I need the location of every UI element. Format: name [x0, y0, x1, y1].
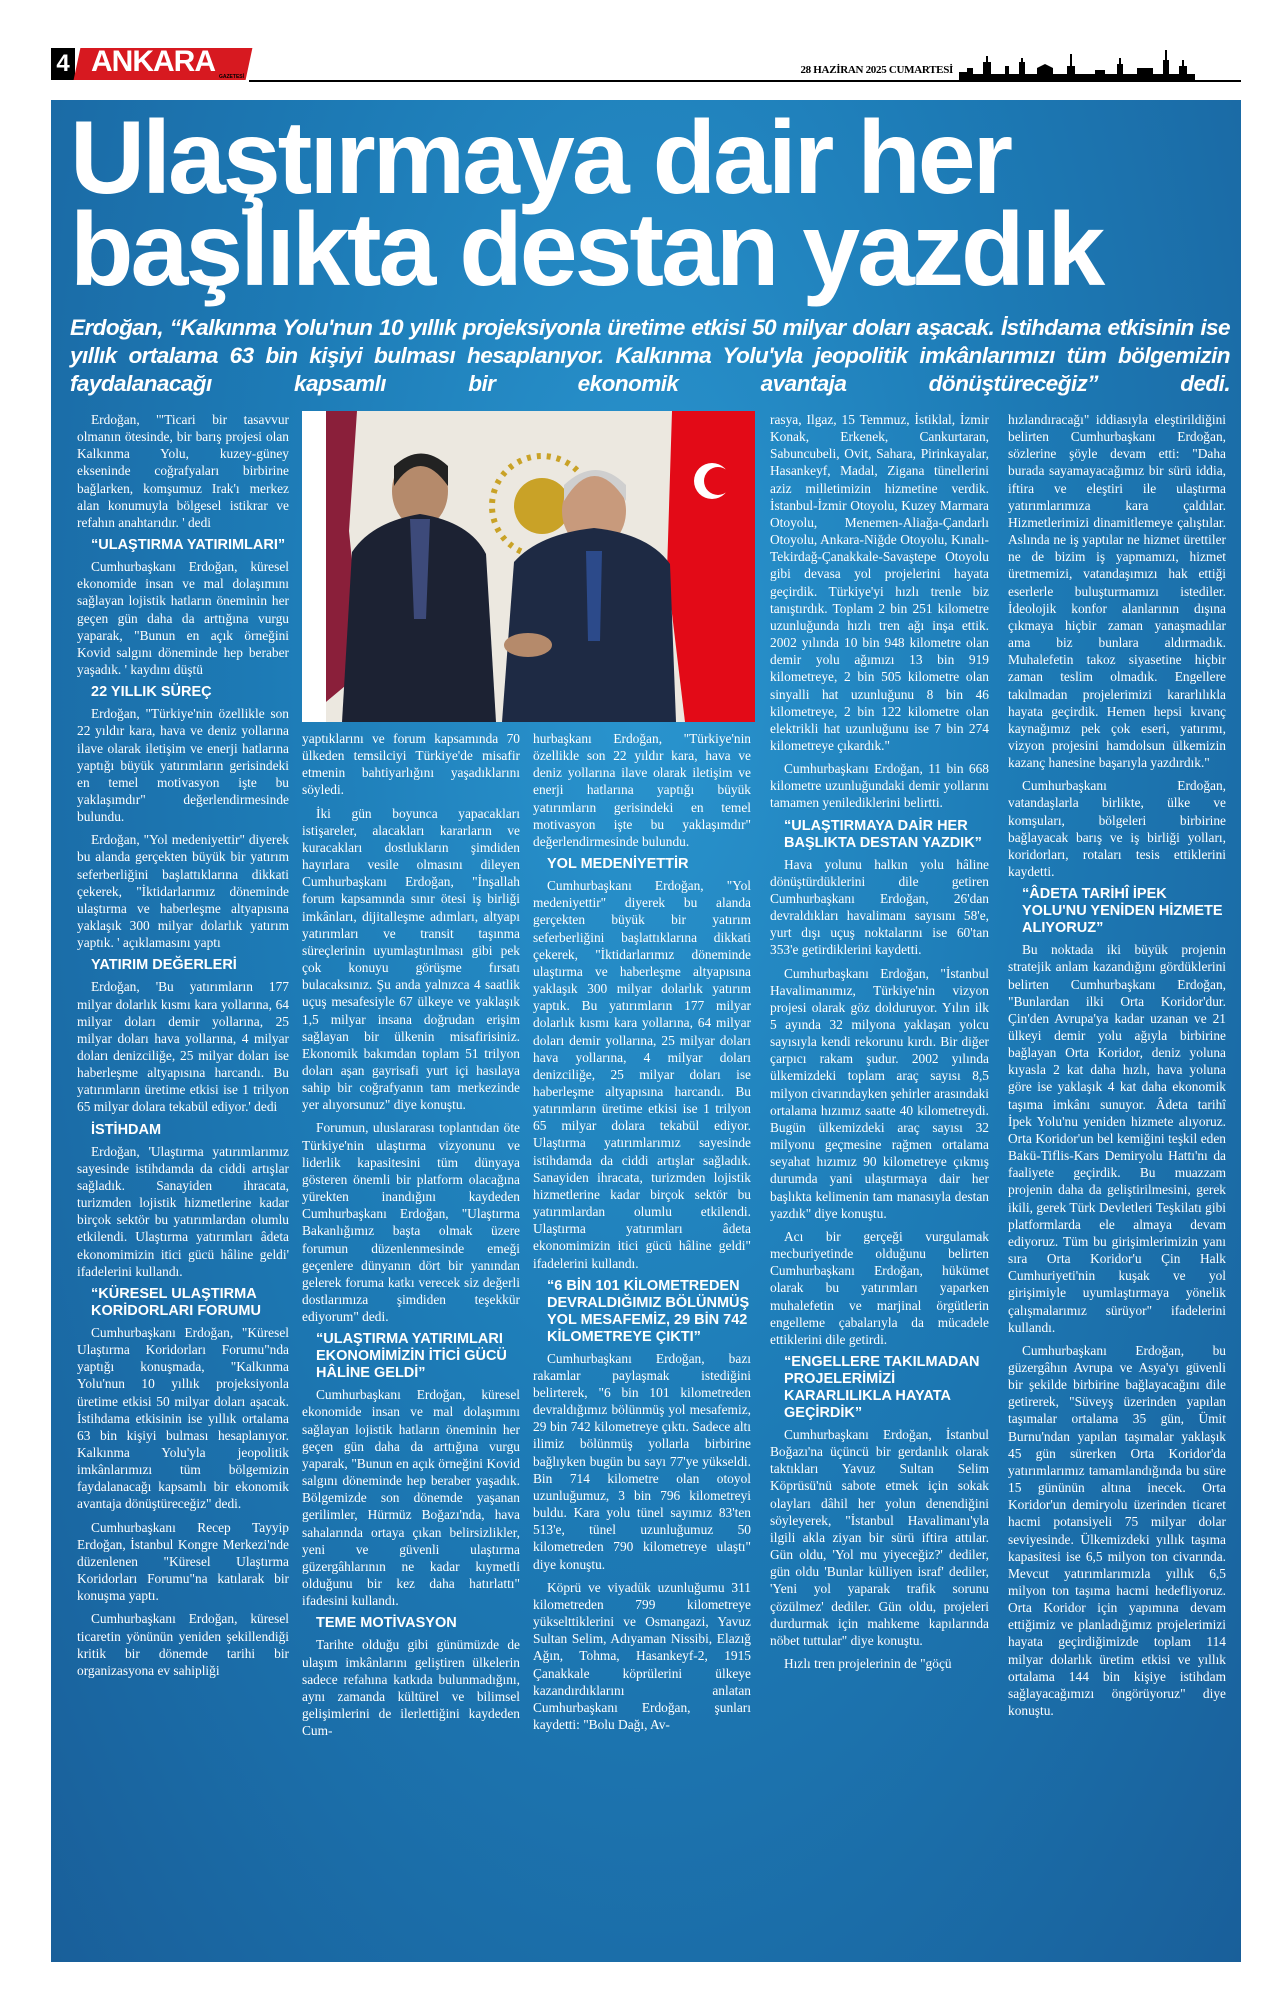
page-number: 4 [51, 48, 75, 80]
paragraph: Bu noktada iki büyük projenin stratejik anlam kazandığını gördüklerini belirten Cumhurbaşkanı Erdoğan, "Bunlardan ilki Orta Koridor'dur. Çin'den Avrupa'ya kadar uzanan ve 21 ülkeyi demir yolu ağıyla birbirine bağlayan Orta Koridor, deniz yoluna kıyasla 2 kat daha hızlı, hava yoluna göre ise yaklaşık 4 kat daha ekonomik taşıma imkânı sunuyor. Âdeta tarihî İpek Yolu'nu yeniden hizmete alıyoruz. Orta Koridor'un bel kemiğini teşkil eden Bakü-Tiflis-Kars Demiryolu Hattı'nı da faaliyete geçirdik. Bu muazzam projenin daha da geliştirilmesini, gerek ikili, gerek Türk Devletleri Teşkilatı gibi platformlarda ele almaya devam ediyoruz. Tüm bu girişimlerimizin yanı sıra Orta Koridor'u Çin Halk Cumhuriyeti'nin kuşak ve yol girişimiyle uyumlaştırmaya yönelik çalışmalarımız sürüyor" ifadelerini kullandı. [1008, 942, 1226, 1335]
paragraph: rasya, Ilgaz, 15 Temmuz, İstiklal, İzmir Konak, Erkenek, Cankurtaran, Sabuncubeli, Ovit, Sahara, Pirinkayalar, Hasankeyf, Madal, Zigana tünellerini aziz milletimizin hizmetine verdik. İstanbul-İzmir Otoyolu, Kuzey Marmara Otoyolu, Menemen-Aliağa-Çandarlı Otoyolu, Ankara-Niğde Otoyolu, Kınalı-Tekirdağ-Çanakkale-Savaştepe Otoyolu gibi devasa yol projelerini hayata geçirdik. Türkiye'yi hızlı trenle biz tanıştırdık. Toplam 2 bin 251 kilometre uzunluğunda hızlı tren ağı inşa ettik. 2002 yılında 10 bin 948 kilometre olan demir yolu ağımızı 13 bin 919 kilometreye, 2 bin 505 kilometre olan sinyalli hat uzunluğunu 8 bin 46 kilometreye, 2 bin 122 kilometre olan elektrikli hat uzunluğunu ise 7 bin 274 kilometreye çıkardık." [770, 412, 989, 753]
photo-illustration [302, 411, 755, 722]
paragraph: Tarihte olduğu gibi günümüzde de ulaşım imkânlarını geliştiren ülkelerin sadece refahına katkıda bulunmadığını, aynı zamanda kültürel ve bilimsel gelişimlerini de ilerlettiğini kaydeden Cum- [302, 1637, 520, 1739]
paragraph: hurbaşkanı Erdoğan, "Türkiye'nin özellikle son 22 yıldır kara, hava ve deniz yollarına ilave olarak iletişim ve enerji hatlarına yaptığı büyük yatırımların gerisindeki en temel motivasyon işte bu yaklaşımdır" değerlendirmesinde bulundu. [533, 731, 751, 849]
skyline-icon [959, 48, 1241, 82]
logo-subtitle: GAZETESİ [219, 74, 245, 80]
deck: Erdoğan, “Kalkınma Yolu'nun 10 yıllık projeksiyonla üretime etkisi 50 milyar doları aşacak. İstihdama etkisinin ise yıllık ortalama 63 bin kişiyi bulması hesaplanıyor. Kalkınma Yolu'yla jeopolitik imkânlarımızı tüm bölgemizin faydalanacağı kapsamlı bir ekonomik avantaja dönüştüreceğiz” dedi. [70, 315, 1230, 396]
subheading: “6 BİN 101 KİLOMETREDEN DEVRALDIĞIMIZ BÖLÜNMÜŞ YOL MESAFEMİZ, 29 BİN 742 KİLOMETREYE ÇIKTI” [547, 1277, 750, 1345]
article-column [77, 411, 289, 1958]
paragraph: Cumhurbaşkanı Recep Tayyip Erdoğan, İstanbul Kongre Merkezi'nde düzenlenen "Küresel Ulaştırma Koridorları Forumu"na katılarak bir konuşma yaptı. [77, 1519, 289, 1604]
article-column [770, 411, 989, 1958]
paragraph: Forumun, uluslararası toplantıdan öte Türkiye'nin ulaştırma vizyonunu ve liderlik kapasitesini tüm dünyaya gösteren önemli bir platform olacağına yürekten inandığını kaydeden Cumhurbaşkanı Erdoğan, "Ulaştırma Bakanlığımız başta olmak üzere forumun düzenlenmesinde emeği geçenlere dünyanın dört bir yanından gelerek foruma katkı verecek siz değerli dostlarımıza şimdiden teşekkür ediyorum" dedi. [302, 1120, 520, 1325]
article-column [1008, 411, 1226, 1958]
subheading: YOL MEDENİYETTİR [547, 856, 689, 873]
headline: Ulaştırmaya dair her başlıkta destan yazdık [70, 100, 1103, 308]
paragraph: Cumhurbaşkanı Erdoğan, bu güzergâhın Avrupa ve Asya'yı güvenli bir şekilde birbirine bağlayacağını dile getirerek, "Süveyş üzerinden yapılan taşımalar ortalama 35 gün, Ümit Burnu'ndan yapılan taşımalar yaklaşık 45 gün sürerken Orta Koridor'da yatırımlarımız tamamlandığında bu süre 15 gününün altına inecek. Orta Koridor'un demiryolu üzerinden ticaret hacmi potansiyeli 75 milyar dolar seviyesinde. Ülkemizdeki yıllık taşıma kapasitesi ise 6,5 milyon ton civarında. Mevcut yatırımlarımızla yıllık 6,5 milyon ton taşıma hacmi hedefliyoruz. Orta Koridor için yapımına devam ettiğimiz ve planladığımız projelerimizi hayata geçirdiğimizde toplam 114 milyar dolarlık üretim etkisi ve yıllık ortalama 144 bin kişiye istihdam sağlayacağımızı öngörüyoruz" diye konuştu. [1008, 1342, 1226, 1719]
paragraph: Hızlı tren projelerinin de "göçü [784, 1656, 952, 1671]
paragraph: Erdoğan, "Yol medeniyettir" diyerek bu alanda gerçekten büyük bir yatırım seferberliğini başlattıklarına dikkati çekerek, "İktidarlarımız döneminde ulaştırma ve haberleşme altyapısına yaklaşık 300 milyar dolarlık yatırım yaptık. ' açıklamasını yaptı [77, 832, 289, 951]
subheading: İSTİHDAM [91, 1121, 162, 1138]
turkish-flag [667, 411, 755, 722]
paragraph: yaptıklarını ve forum kapsamında 70 ülkeden temsilciyi Türkiye'de misafir etmenin bahtiyarlığını yaşadıklarını söyledi. [302, 731, 520, 798]
masthead [51, 45, 1241, 82]
paragraph: Erdoğan, 'Ulaştırma yatırımlarımız sayesinde istihdamda da ciddi artışlar sağladık. Sanayiden ihracata, turizmden lojistik hizmetlerine kadar birçok sektör bu yatırımlardan olumlu etkilendi. Ulaştırma yatırımları âdeta ekonomimizin itici gücü hâline geldi' ifadelerini kullandı. [77, 1143, 289, 1279]
paragraph: Cumhurbaşkanı Erdoğan, bazı rakamlar paylaşmak istediğini belirterek, "6 bin 101 kilometreden devraldığımız bölünmüş yol mesafemiz, 29 bin 742 kilometreye çıktı. Sadece altı ilimiz bölünmüş yollarla birbirine bağlıyken bugün bu sayı 77'ye yükseldi. Bin 714 kilometre olan otoyol uzunluğumuz, 3 bin 796 kilometreyi buldu. Kara yolu tünel sayımız 83'ten 513'e, tünel uzunluğumuz 50 kilometreden 790 kilometreye ulaştı" diye konuştu. [533, 1350, 751, 1572]
paragraph: Cumhurbaşkanı Erdoğan, küresel ticaretin yönünün yeniden şekillendiği kritik bir dönemde tarihi bir organizasyona ev sahipliği [77, 1611, 289, 1678]
subheading: “ENGELLERE TAKILMADAN PROJELERİMİZİ KARARLILIKLA HAYATA GEÇİRDİK” [784, 1353, 980, 1421]
paragraph: Cumhurbaşkanı Erdoğan, küresel ekonomide insan ve mal dolaşımını sağlayan lojistik hatların öneminin her geçen gün daha da arttığına vurgu yaparak, "Bunun en açık örneğini Kovid salgını döneminde hep beraber yaşadık. Bölgemizde son dönemde yaşanan gerilimler, Hürmüz Boğazı'nda, hava sahalarında ortaya çıkan belirsizlikler, yeni ve güvenli ulaştırma güzergâhlarının ne kadar kıymetli olduğunu bir kez daha hatırlattı" ifadesini kullandı. [302, 1387, 520, 1609]
paragraph: Acı bir gerçeği vurgulamak mecburiyetinde olduğunu belirten Cumhurbaşkanı Erdoğan, hükümet olarak bu yatırımları yaparken muhalefetin ve marjinal örgütlerin engelleme çabalarıyla da mücadele ettiklerini dile getirdi. [770, 1228, 989, 1347]
paragraph: Cumhurbaşkanı Erdoğan, "Yol medeniyettir" diyerek bu alanda gerçekten büyük bir yatırım seferberliğini başlattıklarına dikkati çekerek, "İktidarlarımız döneminde ulaştırma ve haberleşme altyapısına yaklaşık 300 milyar dolarlık yatırım yaptık. Bu yatırımların 177 milyar dolarlık kısmı kara yollarına, 64 milyar doları demir yollarına, 25 milyar doları hava yollarına, 4 milyar doları denizciliğe, 25 milyar doları ise haberleşme altyapısına harcandı. Bu yatırımların üretime etkisi ise 1 trilyon 65 milyar dolara tekabül ediyor. Ulaştırma yatırımlarımız sayesinde istihdamda da ciddi artışlar sağladık. Sanayiden ihracata, turizmden lojistik hizmetlerine kadar birçok sektör bu yatırımlardan olumlu etkilendi. Ulaştırma yatırımları âdeta ekonomimizin itici gücü hâline geldi" ifadelerini kullandı. [533, 878, 751, 1271]
subheading: “KÜRESEL ULAŞTIRMA KORİDORLARI FORUMU [91, 1285, 261, 1319]
paragraph: Cumhurbaşkanı Erdoğan, "İstanbul Havalimanımız, Türkiye'nin vizyon projesi olarak göz dolduruyor. Yılın ilk 5 ayında 32 milyona yaklaşan yolcu sayısıyla kendi rekorunu kırdı. Bir diğer çarpıcı rakam şudur. 2002 yılında ülkemizdeki toplam araç sayısı 8,5 milyon civarındayken şehirler arasındaki ortalama hızımız saatte 40 kilometreydi. Bugün ülkemizdeki araç sayısı 32 milyonu geçmesine rağmen ortalama seyahat hızımız 90 kilometreye çıkmış durumda yani ulaştırmaya dair her başlıkta kelimenin tam manasıyla destan yazdık" diye konuştu. [770, 965, 989, 1221]
subheading: “ULAŞTIRMAYA DAİR HER BAŞLIKTA DESTAN YAZDIK” [784, 817, 982, 851]
paragraph: Cumhurbaşkanı Erdoğan, vatandaşlarla birlikte, ülke ve komşuları, bölgeleri birbirine bağlayacak barış ve iş birliği yolları, koridorları, rotaları tesis ettiklerini kaydetti. [1008, 778, 1226, 880]
paragraph: hızlandıracağı" iddiasıyla eleştirildiğini belirten Cumhurbaşkanı Erdoğan, sözlerine şöyle devam etti: "Daha burada sayamayacağımız bir sürü iddia, iftira ve eleştiri ile ulaştırma yatırımlarımıza kara çaldılar. Hizmetlerimizi dinamitlemeye çalıştılar. Aslında ne iş yaptılar ne hizmet ürettiler ne de bizim iş yapmamızı, hizmet üretmemizi, vatandaşımızı hak ettiği eserlerle buluşturmamızı istediler. İdeolojik konfor alanlarının dışına çıkmaya hiçbir zaman yanaşmadılar ama biz bunlara aldırmadık. Muhalefetin takoz siyasetine hiçbir zaman teslim olmadık. Engellere takılmadan projelerimizi kararlılıkla hayata geçirdik. Hemen hepsi kıvanç kaynağımız pek çok eseri, yatırımı, vizyon projesini hamdolsun ülkemizin kazanç hanesine başarıyla yazdırdık." [1008, 412, 1226, 771]
paragraph: Cumhurbaşkanı Erdoğan, İstanbul Boğazı'na üçüncü bir gerdanlık olarak taktıkları Yavuz Sultan Selim Köprüsü'nü sabote etmek için sokak olayları dâhil her yolun denendiğini söyleyerek, "İstanbul Havalimanı'yla ilgili akla ziyan bir sürü iftira attılar. Gün oldu, 'Yol mu yiyeceğiz?' dediler, gün oldu 'Bunlar külliyen israf' dediler, 'Yeni yol yaparak trafik sorunu çözülmez' dediler. Gün oldu, projeleri durdurmak için mahkeme kapılarında nöbet tuttular" diye konuştu. [770, 1426, 989, 1648]
subheading: “ÂDETA TARİHÎ İPEK YOLU'NU YENİDEN HİZMETE ALIYORUZ” [1022, 886, 1223, 937]
article-column [302, 730, 520, 1958]
article-column [533, 730, 751, 1958]
logo: ANKARA [91, 45, 215, 78]
paragraph: Cumhurbaşkanı Erdoğan, "Küresel Ulaştırma Koridorları Forumu"nda yaptığı konuşmada, "Kalkınma Yolu'nun 10 yıllık projeksiyonla üretime etkisi 50 milyar doları aşacak. İstihdama etkisinin ise yıllık ortalama 63 bin kişiyi bulması hesaplanıyor. Kalkınma Yolu'yla jeopolitik imkânlarımızı tüm bölgemizin faydalanacağı kapsamlı bir ekonomik avantaja dönüştüreceğiz" dedi. [77, 1324, 289, 1512]
subheading: 22 YILLIK SÜREÇ [91, 684, 212, 701]
subheading: TEME MOTİVASYON [316, 1615, 457, 1632]
subheading: YATIRIM DEĞERLERİ [91, 957, 237, 974]
paragraph: Hava yolunu halkın yolu hâline dönüştürdüklerini dile getiren Cumhurbaşkanı Erdoğan, 26'dan devraldıkları havalimanı sayısını 58'e, yurt dışı uçuş noktalarını ise 60'tan 353'e getirdiklerini kaydetti. [770, 856, 989, 958]
paragraph: Cumhurbaşkanı Erdoğan, küresel ekonomide insan ve mal dolaşımını sağlayan lojistik hatların öneminin her geçen gün daha da arttığına vurgu yaparak, "Bunun en açık örneğini Kovid salgını döneminde hep beraber yaşadık. ' kaydını düştü [77, 559, 289, 678]
paragraph: Erdoğan, '"Ticari bir tasavvur olmanın ötesinde, bir barış projesi olan Kalkınma Yolu, kuzey-güney ekseninde coğrafyaları birbirine bağlarken, komşumuz Irak'ı merkez alan konumuyla bölgesel istikrar ve refahın anahtarıdır. ' dedi [77, 412, 289, 530]
paragraph: Erdoğan, 'Bu yatırımların 177 milyar dolarlık kısmı kara yollarına, 64 milyar doları demir yollarına, 25 milyar doları hava yollarına, 4 milyar doları denizciliğe, 25 milyar doları ise haberleşme altyapısına harcandı. Bu yatırımların üretime etkisi ise 1 trilyon 65 milyar dolara tekabül ediyor.' dedi [77, 979, 289, 1115]
paragraph: Cumhurbaşkanı Erdoğan, 11 bin 668 kilometre uzunluğundaki demir yollarını tamamen yenilediklerini belirtti. [770, 761, 989, 811]
paragraph: Erdoğan, "Türkiye'nin özellikle son 22 yıldır kara, hava ve deniz yollarına ilave olarak iletişim ve enerji hatlarına yaptığı büyük yatırımların gerisindeki en temel motivasyon işte bu yaklaşımdır" değerlendirmesinde bulundu. [77, 706, 289, 825]
paragraph: İki gün boyunca yapacakları istişareler, alacakları kararların ve kuracakları dostlukların şimdiden hayırlara vesile olmasını dileyen Cumhurbaşkanı Erdoğan, "İnşallah forum kapsamında sınır ötesi iş birliği imkânları, dijitalleşme adımları, altyapı yatırımları ve transit taşınma süreçlerinin uyumlaştırılması gibi pek çok konuyu görüşme fırsatı bulacaksınız. Şu anda yalnızca 4 saatlik uçuş mesafesiyle 67 ülkeye ve yaklaşık 1,5 milyar insana doğrudan erişim sağlayan bir ülkenin misafirisiniz. Ekonomik bakımdan toplam 51 trilyon doları aşan gayrisafi yurt içi hasılaya sahip bir coğrafyanın tam merkezinde yer alıyorsunuz" diye konuştu. [302, 805, 520, 1113]
subheading: “ULAŞTIRMA YATIRIMLARI” [91, 537, 286, 554]
paragraph: Köprü ve viyadük uzunluğumu 311 kilometreden 799 kilometreye yükselttiklerini ve Osmangazi, Yavuz Sultan Selim, Adıyaman Nissibi, Elazığ Ağın, Tohma, Hasankeyf-2, 1915 Çanakkale köprülerini ülkeye kazandırdıklarını anlatan Cumhurbaşkanı Erdoğan, şunları kaydetti: "Bolu Dağı, Av- [533, 1579, 751, 1732]
subheading: “ULAŞTIRMA YATIRIMLARI EKONOMİMİZİN İTİCİ GÜCÜ HÂLİNE GELDİ” [316, 1331, 507, 1382]
issue-date: 28 HAZİRAN 2025 CUMARTESİ [800, 64, 953, 76]
article-photo [302, 411, 755, 722]
